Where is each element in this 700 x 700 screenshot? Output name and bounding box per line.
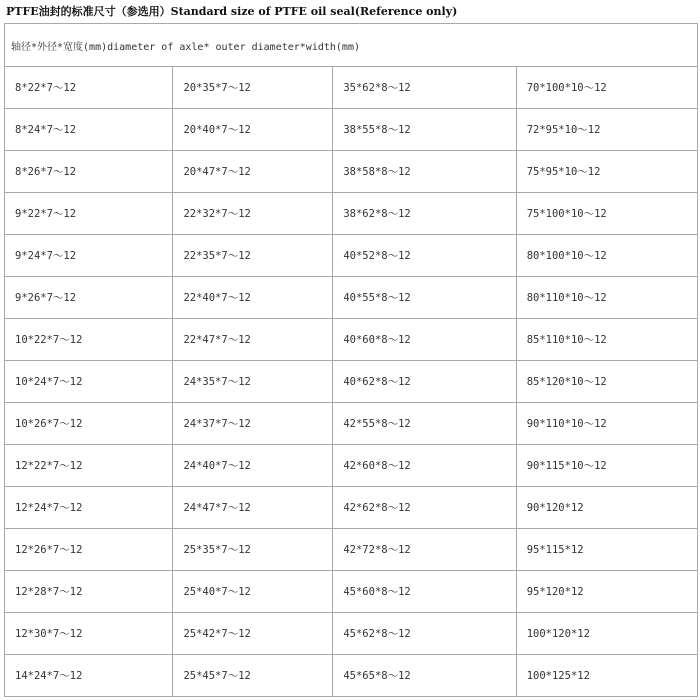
size-cell: 22*35*7～12 [173,235,333,277]
size-table [4,23,698,697]
table-row [5,151,698,193]
size-cell: 14*24*7～12 [5,655,173,697]
size-cell: 9*22*7～12 [5,193,173,235]
size-cell: 80*100*10～12 [516,235,697,277]
size-cell: 42*72*8～12 [333,529,516,571]
size-cell: 45*62*8～12 [333,613,516,655]
size-cell: 75*95*10～12 [516,151,697,193]
size-cell: 42*60*8～12 [333,445,516,487]
size-cell: 70*100*10～12 [516,67,697,109]
size-cell: 10*22*7～12 [5,319,173,361]
size-cell: 8*24*7～12 [5,109,173,151]
size-cell: 45*60*8～12 [333,571,516,613]
table-row [5,109,698,151]
size-cell: 80*110*10～12 [516,277,697,319]
size-cell: 90*115*10～12 [516,445,697,487]
size-cell: 12*30*7～12 [5,613,173,655]
table-row [5,319,698,361]
size-cell: 24*37*7～12 [173,403,333,445]
size-cell: 22*32*7～12 [173,193,333,235]
table-row [5,235,698,277]
table-row [5,403,698,445]
size-cell: 100*125*12 [516,655,697,697]
size-cell: 10*24*7～12 [5,361,173,403]
table-row [5,67,698,109]
size-cell: 95*115*12 [516,529,697,571]
size-cell: 12*28*7～12 [5,571,173,613]
table-row [5,361,698,403]
size-cell: 25*40*7～12 [173,571,333,613]
size-cell: 24*47*7～12 [173,487,333,529]
size-cell: 10*26*7～12 [5,403,173,445]
table-header-row [5,24,698,67]
size-cell: 12*26*7～12 [5,529,173,571]
page-title: PTFE油封的标准尺寸（参选用）Standard size of PTFE oil seal(Reference only) [6,5,458,18]
size-cell: 22*47*7～12 [173,319,333,361]
table-row [5,487,698,529]
size-cell: 38*55*8～12 [333,109,516,151]
size-cell: 25*42*7～12 [173,613,333,655]
size-cell: 40*60*8～12 [333,319,516,361]
size-cell: 9*26*7～12 [5,277,173,319]
size-cell: 90*120*12 [516,487,697,529]
size-cell: 20*40*7～12 [173,109,333,151]
size-cell: 8*22*7～12 [5,67,173,109]
size-cell: 85*110*10～12 [516,319,697,361]
table-row [5,655,698,697]
size-cell: 95*120*12 [516,571,697,613]
size-cell: 25*35*7～12 [173,529,333,571]
size-cell: 24*40*7～12 [173,445,333,487]
size-cell: 90*110*10～12 [516,403,697,445]
table-row [5,529,698,571]
size-cell: 38*62*8～12 [333,193,516,235]
size-cell: 40*62*8～12 [333,361,516,403]
table-header-cell: 轴径*外径*宽度(mm)diameter of axle* outer diameter*width(mm) [5,24,698,67]
size-cell: 100*120*12 [516,613,697,655]
size-cell: 45*65*8～12 [333,655,516,697]
table-row [5,571,698,613]
size-cell: 42*62*8～12 [333,487,516,529]
size-cell: 40*55*8～12 [333,277,516,319]
size-cell: 38*58*8～12 [333,151,516,193]
table-body [5,24,698,697]
size-cell: 12*22*7～12 [5,445,173,487]
size-cell: 20*35*7～12 [173,67,333,109]
size-cell: 40*52*8～12 [333,235,516,277]
size-cell: 9*24*7～12 [5,235,173,277]
size-cell: 72*95*10～12 [516,109,697,151]
size-cell: 20*47*7～12 [173,151,333,193]
table-row [5,277,698,319]
size-cell: 24*35*7～12 [173,361,333,403]
size-cell: 25*45*7～12 [173,655,333,697]
size-cell: 85*120*10～12 [516,361,697,403]
size-cell: 42*55*8～12 [333,403,516,445]
size-cell: 35*62*8～12 [333,67,516,109]
table-row [5,613,698,655]
table-row [5,445,698,487]
table-row [5,193,698,235]
size-cell: 12*24*7～12 [5,487,173,529]
size-cell: 8*26*7～12 [5,151,173,193]
size-cell: 22*40*7～12 [173,277,333,319]
size-cell: 75*100*10～12 [516,193,697,235]
